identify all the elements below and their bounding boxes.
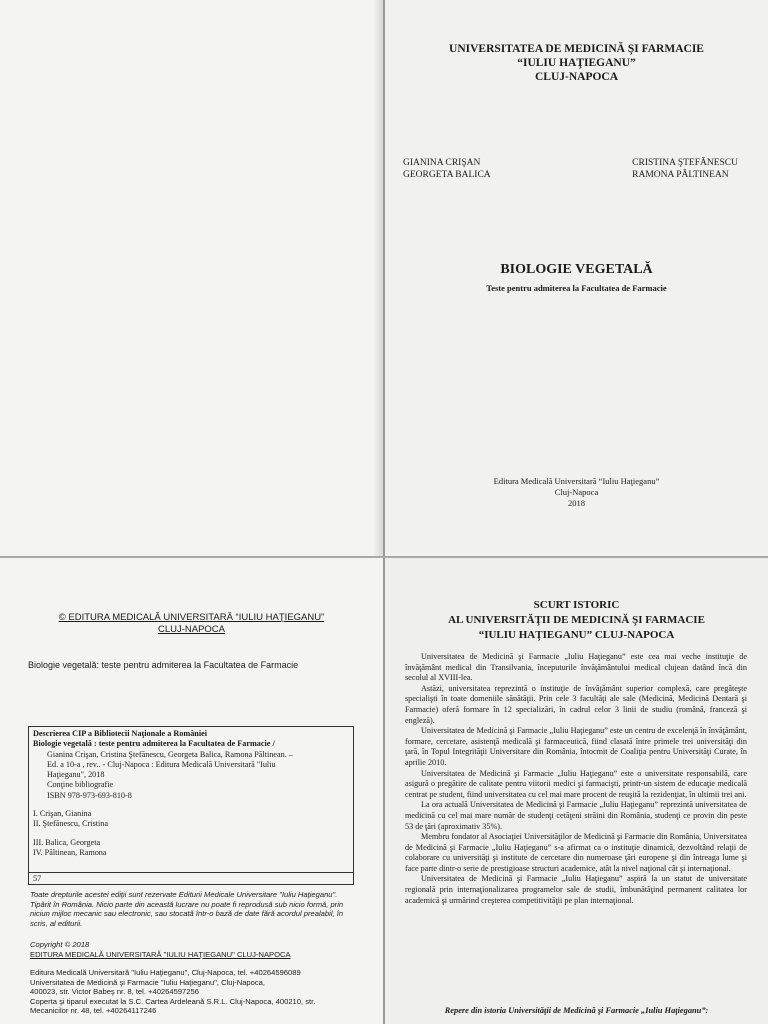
history-paragraph: Astăzi, universitatea reprezintă o instituţie de învăţământ superior complexă, care pregăteşte specialişti în toate domeniile sănătăţii. Prin cele 3 facultăţi ale sale (Medicină, Medicină Dentară şi Farmacie) oferă formare în 12 specializări, în cadrul celor 3 linii de studiu (română, franceză şi engleză).: [405, 683, 747, 725]
address-line: 400023, str. Victor Babeş nr. 8, tel. +40264597256: [30, 987, 199, 997]
publication-year: 2018: [568, 498, 585, 508]
book-title: BIOLOGIE VEGETALĂ: [500, 262, 653, 277]
copyright-page: [0, 558, 383, 1024]
history-paragraph: Universitatea de Medicină şi Farmacie „Iuliu Haţieganu” aspiră la un statut de universitate regională prin internaţionalizarea programelor sale de studii, îmbunătăţind permanent calitatea lor academică şi urmărind creşterea competitivităţii pe plan internaţional.: [405, 874, 747, 905]
history-heading-line: SCURT ISTORIC: [533, 599, 620, 611]
book-subtitle: Teste pentru admiterea la Facultatea de Farmacie: [486, 283, 667, 293]
history-heading: [385, 598, 768, 643]
copyright-book-title: Biologie vegetală: teste pentru admiterea la Facultatea de Farmacie: [28, 660, 299, 670]
university-name: [385, 42, 768, 84]
title-page: [385, 0, 768, 556]
page-gutter-shadow: [373, 0, 383, 556]
cip-author: IV. Păltinean, Ramona: [33, 848, 107, 858]
history-paragraph: La ora actuală Universitatea de Medicină şi Farmacie „Iuliu Haţieganu” reprezintă universitatea de medicină cu cel mai mare număr de studenţi cetăţeni străini din România, studenţi ce provin din peste 53 de ţări (aproximativ 35%).: [405, 800, 747, 831]
address-line: Universitatea de Medicină şi Farmacie "Iuliu Haţieganu", Cluj-Napoca,: [30, 977, 265, 987]
history-milestones-heading: Repere din istoria Universităţii de Medicină şi Farmacie „Iuliu Haţieganu”:: [444, 1006, 709, 1015]
copyright-header-city: CLUJ-NAPOCA: [157, 624, 226, 635]
publisher-city: Cluj-Napoca: [554, 487, 599, 497]
copyright-header: [0, 612, 383, 636]
publisher-block: [385, 476, 768, 509]
author-name: CRISTINA ŞTEFĂNESCU: [632, 158, 738, 168]
copyright-header-line: © EDITURA MEDICALĂ UNIVERSITARĂ “IULIU HAŢIEGANU”: [58, 612, 325, 623]
history-paragraph: Universitatea de Medicină şi Farmacie „Iuliu Haţieganu” este un centru de excelenţă în învăţământ, formare, cercetare, asistenţă medicală şi farmaceutică, fiind clasată între primele trei universităţi din ţară, în Topul Integrităţii Universitare din România, întocmit de Coaliţia pentru Universităţi Curate, în aprilie 2010.: [405, 726, 748, 767]
cip-line: Conţine bibliografie: [47, 780, 114, 790]
cip-authors-cont: [28, 838, 354, 872]
history-body: [405, 652, 747, 906]
author-name: GEORGETA BALICA: [403, 170, 491, 180]
author-name: GIANINA CRIŞAN: [403, 158, 481, 168]
cip-line: Biologie vegetală : teste pentru admiterea la Facultatea de Farmacie /: [33, 739, 275, 749]
cip-line: ISBN 978-973-693-810-8: [47, 790, 132, 800]
cip-description-box: [28, 726, 354, 838]
blank-page: [0, 0, 383, 556]
page-divider-vertical: [383, 0, 385, 1024]
copyright-notice: [30, 940, 360, 959]
rights-statement: Toate drepturile acestei ediţii sunt rezervate Editurii Medicale Universitare "Iuliu Haţieganu". Tipărit în România. Nicio parte din această lucrare nu poate fi reprodusă sub nicio formă, prin niciun mijloc mecanic sau electronic, sau stocată într-o bază de date fără acordul prealabil, în scris, al editurii.: [30, 890, 344, 928]
publisher-address: [30, 968, 360, 1016]
cip-author: I. Crişan, Gianina: [33, 809, 92, 819]
authors-right: [632, 157, 738, 181]
author-name: RAMONA PĂLTINEAN: [632, 170, 729, 180]
history-heading-line: “IULIU HAŢIEGANU” CLUJ-NAPOCA: [478, 629, 675, 641]
authors-left: [403, 157, 491, 181]
university-city: CLUJ-NAPOCA: [534, 71, 619, 83]
university-line: UNIVERSITATEA DE MEDICINĂ ŞI FARMACIE: [449, 43, 704, 55]
cip-line: Ed. a 10-a , rev.. - Cluj-Napoca : Editura Medicală Universitară "Iuliu: [47, 759, 276, 769]
history-paragraph: Universitatea de Medicină şi Farmacie „Iuliu Haţieganu” este cea mai veche instituţie de învăţământ medical din Transilvania, începuturile învăţământului medical clujean datând încă din secolul al XVIII-lea.: [405, 652, 747, 683]
history-paragraph: Universitatea de Medicină şi Farmacie „Iuliu Haţieganu” este o universitate responsabilă, care asigură o pregătire de calitate pentru viitorii medici şi farmacişti, printr-un sistem de educaţie medicală centrat pe student, fiind universitatea cu cel mai mare procent de reuşită la rezidenţiat, în ultimii trei ani.: [405, 768, 747, 799]
cip-line: Haţieganu", 2018: [47, 770, 105, 780]
address-line: Editura Medicală Universitară "Iuliu Haţieganu", Cluj-Napoca, tel. +40264596089: [30, 968, 301, 977]
copyright-year: Copyright © 2018: [30, 940, 90, 949]
address-line: Mecanicilor nr. 48, tel. +40264117246: [30, 1006, 157, 1016]
copyright-publisher: EDITURA MEDICALĂ UNIVERSITARĂ "IULIU HAŢIEGANU" CLUJ-NAPOCA: [30, 949, 291, 959]
history-paragraph: Membru fondator al Asociaţiei Universităţilor de Medicină şi Farmacie din România, Universitatea de Medicină şi Farmacie „Iuliu Haţieganu” s-a afirmat ca o instituţie dinamică, dezvoltând relaţii de colaborare cu universităţi şi institute de cercetare din numeroase ţări europene şi din întreaga lume şi face parte dintr-o serie de prestigioase structuri academice, atât la nivel naţional cât şi internaţional.: [405, 832, 747, 873]
university-line: “IULIU HAŢIEGANU”: [517, 57, 636, 69]
history-heading-line: AL UNIVERSITĂŢII DE MEDICINĂ ŞI FARMACIE: [448, 614, 705, 626]
page-divider-horizontal: [0, 556, 768, 558]
cip-classification-number: 57: [28, 872, 354, 885]
cip-line: Descrierea CIP a Bibliotecii Naţionale a României: [33, 729, 208, 738]
cip-line: Gianina Crişan, Cristina Ştefănescu, Georgeta Balica, Ramona Păltinean. –: [47, 749, 293, 759]
publisher-name: Editura Medicală Universitară “Iuliu Haţieganu”: [493, 476, 660, 486]
cip-author: II. Ştefănescu, Cristina: [33, 819, 109, 829]
cip-author: III. Balica, Georgeta: [33, 838, 101, 847]
address-line: Coperta şi tiparul executat la S.C. Cartea Ardeleană S.R.L. Cluj-Napoca, 400210, str.: [30, 996, 316, 1006]
history-page: [385, 558, 768, 1024]
